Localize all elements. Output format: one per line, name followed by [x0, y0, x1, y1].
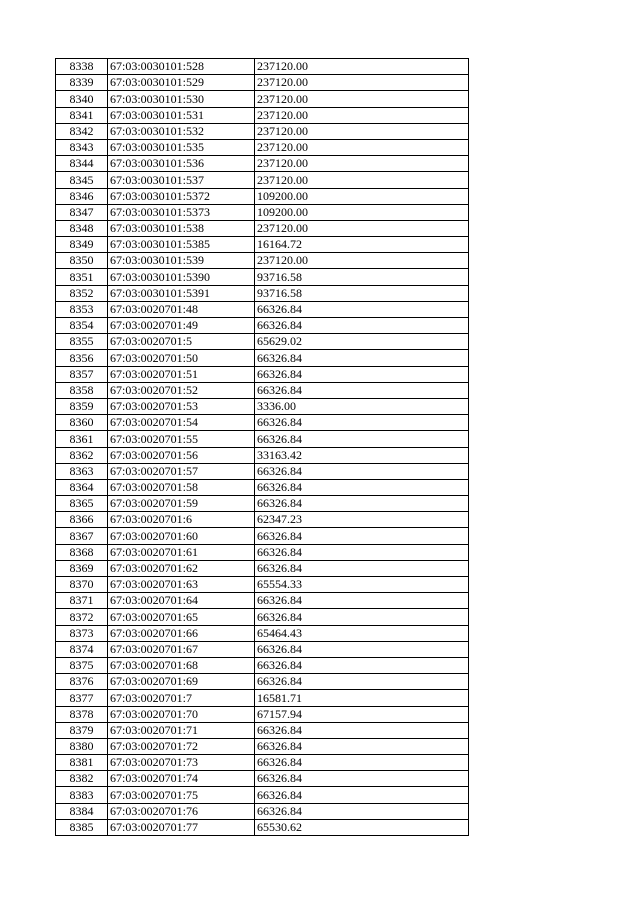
cadastral-number-cell: 67:03:0020701:68: [108, 657, 255, 673]
value-cell: 237120.00: [255, 139, 469, 155]
value-cell: 66326.84: [255, 496, 469, 512]
row-number-cell: 8344: [56, 156, 108, 172]
table-row: [56, 787, 469, 803]
cadastral-number-cell: 67:03:0030101:537: [108, 172, 255, 188]
value-cell: 65554.33: [255, 577, 469, 593]
row-number-cell: 8355: [56, 334, 108, 350]
cadastral-number-cell: 67:03:0030101:5372: [108, 188, 255, 204]
table-row: [56, 609, 469, 625]
table-row: [56, 463, 469, 479]
cadastral-number-cell: 67:03:0020701:7: [108, 690, 255, 706]
cadastral-number-cell: 67:03:0030101:539: [108, 253, 255, 269]
cadastral-number-cell: 67:03:0020701:61: [108, 544, 255, 560]
row-number-cell: 8383: [56, 787, 108, 803]
table-row: [56, 285, 469, 301]
value-cell: 66326.84: [255, 674, 469, 690]
row-number-cell: 8372: [56, 609, 108, 625]
row-number-cell: 8379: [56, 722, 108, 738]
table-row: [56, 123, 469, 139]
value-cell: 109200.00: [255, 188, 469, 204]
row-number-cell: 8349: [56, 237, 108, 253]
table-row: [56, 204, 469, 220]
row-number-cell: 8360: [56, 415, 108, 431]
table-row: [56, 107, 469, 123]
table-row: [56, 560, 469, 576]
table-row: [56, 625, 469, 641]
value-cell: 237120.00: [255, 91, 469, 107]
value-cell: 66326.84: [255, 431, 469, 447]
table-row: [56, 496, 469, 512]
cadastral-number-cell: 67:03:0020701:58: [108, 479, 255, 495]
row-number-cell: 8357: [56, 366, 108, 382]
value-cell: 33163.42: [255, 447, 469, 463]
row-number-cell: 8370: [56, 577, 108, 593]
table-row: [56, 544, 469, 560]
row-number-cell: 8353: [56, 301, 108, 317]
value-cell: 65464.43: [255, 625, 469, 641]
table-row: [56, 771, 469, 787]
value-cell: 66326.84: [255, 560, 469, 576]
row-number-cell: 8369: [56, 560, 108, 576]
cadastral-number-cell: 67:03:0030101:530: [108, 91, 255, 107]
row-number-cell: 8380: [56, 738, 108, 754]
value-cell: 66326.84: [255, 463, 469, 479]
table-row: [56, 447, 469, 463]
row-number-cell: 8378: [56, 706, 108, 722]
row-number-cell: 8350: [56, 253, 108, 269]
value-cell: 237120.00: [255, 253, 469, 269]
table-row: [56, 657, 469, 673]
table-row: [56, 803, 469, 819]
table-row: [56, 593, 469, 609]
value-cell: 237120.00: [255, 156, 469, 172]
row-number-cell: 8343: [56, 139, 108, 155]
row-number-cell: 8374: [56, 641, 108, 657]
value-cell: 237120.00: [255, 123, 469, 139]
value-cell: 93716.58: [255, 269, 469, 285]
row-number-cell: 8362: [56, 447, 108, 463]
table-row: [56, 220, 469, 236]
value-cell: 66326.84: [255, 544, 469, 560]
row-number-cell: 8348: [56, 220, 108, 236]
table-row: [56, 188, 469, 204]
cadastral-number-cell: 67:03:0020701:51: [108, 366, 255, 382]
table-row: [56, 755, 469, 771]
table-row: [56, 706, 469, 722]
table-body: [56, 59, 469, 836]
cadastral-number-cell: 67:03:0020701:72: [108, 738, 255, 754]
row-number-cell: 8341: [56, 107, 108, 123]
value-cell: 237120.00: [255, 107, 469, 123]
table-row: [56, 91, 469, 107]
row-number-cell: 8366: [56, 512, 108, 528]
table-row: [56, 237, 469, 253]
table-row: [56, 75, 469, 91]
row-number-cell: 8363: [56, 463, 108, 479]
cadastral-number-cell: 67:03:0020701:63: [108, 577, 255, 593]
table-row: [56, 156, 469, 172]
cadastral-number-cell: 67:03:0020701:70: [108, 706, 255, 722]
row-number-cell: 8354: [56, 318, 108, 334]
row-number-cell: 8346: [56, 188, 108, 204]
row-number-cell: 8351: [56, 269, 108, 285]
value-cell: 66326.84: [255, 366, 469, 382]
row-number-cell: 8338: [56, 59, 108, 75]
row-number-cell: 8385: [56, 819, 108, 835]
value-cell: 237120.00: [255, 220, 469, 236]
table-row: [56, 139, 469, 155]
table-row: [56, 431, 469, 447]
value-cell: 66326.84: [255, 350, 469, 366]
table-row: [56, 334, 469, 350]
table-row: [56, 172, 469, 188]
row-number-cell: 8342: [56, 123, 108, 139]
cadastral-number-cell: 67:03:0030101:5385: [108, 237, 255, 253]
row-number-cell: 8345: [56, 172, 108, 188]
cadastral-number-cell: 67:03:0020701:53: [108, 398, 255, 414]
row-number-cell: 8367: [56, 528, 108, 544]
cadastral-number-cell: 67:03:0020701:69: [108, 674, 255, 690]
cadastral-number-cell: 67:03:0030101:5390: [108, 269, 255, 285]
cadastral-number-cell: 67:03:0030101:528: [108, 59, 255, 75]
value-cell: 16164.72: [255, 237, 469, 253]
cadastral-number-cell: 67:03:0020701:66: [108, 625, 255, 641]
value-cell: 66326.84: [255, 657, 469, 673]
row-number-cell: 8376: [56, 674, 108, 690]
cadastral-number-cell: 67:03:0020701:74: [108, 771, 255, 787]
value-cell: 62347.23: [255, 512, 469, 528]
table-row: [56, 738, 469, 754]
cadastral-number-cell: 67:03:0020701:71: [108, 722, 255, 738]
value-cell: 66326.84: [255, 528, 469, 544]
value-cell: 66326.84: [255, 771, 469, 787]
row-number-cell: 8382: [56, 771, 108, 787]
value-cell: 65530.62: [255, 819, 469, 835]
table-row: [56, 382, 469, 398]
value-cell: 16581.71: [255, 690, 469, 706]
table-row: [56, 269, 469, 285]
row-number-cell: 8375: [56, 657, 108, 673]
cadastral-number-cell: 67:03:0020701:77: [108, 819, 255, 835]
cadastral-number-cell: 67:03:0020701:59: [108, 496, 255, 512]
cadastral-number-cell: 67:03:0020701:73: [108, 755, 255, 771]
cadastral-number-cell: 67:03:0020701:65: [108, 609, 255, 625]
value-cell: 66326.84: [255, 318, 469, 334]
cadastral-number-cell: 67:03:0020701:48: [108, 301, 255, 317]
value-cell: 109200.00: [255, 204, 469, 220]
row-number-cell: 8359: [56, 398, 108, 414]
row-number-cell: 8352: [56, 285, 108, 301]
cadastral-number-cell: 67:03:0030101:5373: [108, 204, 255, 220]
cadastral-number-cell: 67:03:0020701:52: [108, 382, 255, 398]
row-number-cell: 8368: [56, 544, 108, 560]
value-cell: 66326.84: [255, 609, 469, 625]
cadastral-number-cell: 67:03:0020701:50: [108, 350, 255, 366]
row-number-cell: 8364: [56, 479, 108, 495]
cadastral-number-cell: 67:03:0030101:538: [108, 220, 255, 236]
table-row: [56, 318, 469, 334]
value-cell: 93716.58: [255, 285, 469, 301]
cadastral-number-cell: 67:03:0020701:62: [108, 560, 255, 576]
table-row: [56, 253, 469, 269]
table-row: [56, 59, 469, 75]
row-number-cell: 8384: [56, 803, 108, 819]
value-cell: 66326.84: [255, 722, 469, 738]
row-number-cell: 8361: [56, 431, 108, 447]
row-number-cell: 8371: [56, 593, 108, 609]
table-row: [56, 722, 469, 738]
cadastral-number-cell: 67:03:0020701:49: [108, 318, 255, 334]
cadastral-number-cell: 67:03:0030101:5391: [108, 285, 255, 301]
value-cell: 66326.84: [255, 803, 469, 819]
cadastral-number-cell: 67:03:0020701:64: [108, 593, 255, 609]
value-cell: 237120.00: [255, 59, 469, 75]
table-row: [56, 415, 469, 431]
value-cell: 237120.00: [255, 172, 469, 188]
table-row: [56, 674, 469, 690]
table-row: [56, 512, 469, 528]
row-number-cell: 8339: [56, 75, 108, 91]
cadastral-number-cell: 67:03:0020701:75: [108, 787, 255, 803]
value-cell: 66326.84: [255, 301, 469, 317]
row-number-cell: 8377: [56, 690, 108, 706]
table-row: [56, 819, 469, 835]
cadastral-number-cell: 67:03:0020701:56: [108, 447, 255, 463]
row-number-cell: 8340: [56, 91, 108, 107]
table-row: [56, 577, 469, 593]
cadastral-number-cell: 67:03:0030101:536: [108, 156, 255, 172]
cadastral-number-cell: 67:03:0020701:54: [108, 415, 255, 431]
cadastral-number-cell: 67:03:0030101:529: [108, 75, 255, 91]
row-number-cell: 8365: [56, 496, 108, 512]
cadastral-number-cell: 67:03:0020701:60: [108, 528, 255, 544]
table-row: [56, 528, 469, 544]
value-cell: 66326.84: [255, 755, 469, 771]
table-row: [56, 301, 469, 317]
cadastral-number-cell: 67:03:0020701:57: [108, 463, 255, 479]
value-cell: 237120.00: [255, 75, 469, 91]
value-cell: 66326.84: [255, 738, 469, 754]
table-row: [56, 398, 469, 414]
value-cell: 65629.02: [255, 334, 469, 350]
row-number-cell: 8373: [56, 625, 108, 641]
table-row: [56, 350, 469, 366]
value-cell: 67157.94: [255, 706, 469, 722]
cadastral-number-cell: 67:03:0020701:6: [108, 512, 255, 528]
row-number-cell: 8381: [56, 755, 108, 771]
value-cell: 66326.84: [255, 479, 469, 495]
row-number-cell: 8358: [56, 382, 108, 398]
cadastral-number-cell: 67:03:0020701:5: [108, 334, 255, 350]
value-cell: 66326.84: [255, 787, 469, 803]
cadastral-number-cell: 67:03:0030101:531: [108, 107, 255, 123]
table-row: [56, 641, 469, 657]
table-row: [56, 479, 469, 495]
value-cell: 3336.00: [255, 398, 469, 414]
row-number-cell: 8356: [56, 350, 108, 366]
table-row: [56, 366, 469, 382]
data-table: [55, 58, 469, 836]
value-cell: 66326.84: [255, 641, 469, 657]
cadastral-number-cell: 67:03:0030101:535: [108, 139, 255, 155]
cadastral-number-cell: 67:03:0030101:532: [108, 123, 255, 139]
cadastral-number-cell: 67:03:0020701:76: [108, 803, 255, 819]
value-cell: 66326.84: [255, 382, 469, 398]
table-row: [56, 690, 469, 706]
cadastral-number-cell: 67:03:0020701:55: [108, 431, 255, 447]
row-number-cell: 8347: [56, 204, 108, 220]
value-cell: 66326.84: [255, 415, 469, 431]
value-cell: 66326.84: [255, 593, 469, 609]
cadastral-number-cell: 67:03:0020701:67: [108, 641, 255, 657]
